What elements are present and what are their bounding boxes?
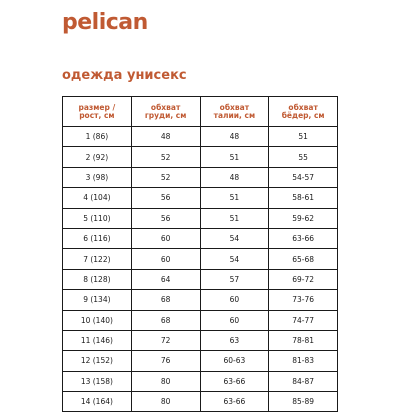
size-cell: 5 (110)	[63, 208, 132, 228]
waist-cell: 63-66	[200, 371, 269, 391]
table-row	[63, 167, 338, 187]
size-cell: 12 (152)	[63, 351, 132, 371]
size-table	[62, 96, 338, 412]
table-header-row	[63, 97, 338, 127]
size-cell: 9 (134)	[63, 290, 132, 310]
hips-cell: 65-68	[269, 249, 338, 269]
waist-cell: 63	[200, 330, 269, 350]
table-row	[63, 228, 338, 248]
hips-cell: 73-76	[269, 290, 338, 310]
header-chest-line-1: обхват	[150, 102, 181, 112]
table-row	[63, 310, 338, 330]
waist-cell: 60-63	[200, 351, 269, 371]
header-chest-line-2: груди, см	[144, 110, 187, 120]
table-row	[63, 127, 338, 147]
chest-cell: 68	[131, 310, 200, 330]
size-cell: 7 (122)	[63, 249, 132, 269]
header-chest	[131, 97, 200, 127]
waist-cell: 54	[200, 228, 269, 248]
header-waist-line-1: обхват	[219, 102, 250, 112]
hips-cell: 59-62	[269, 208, 338, 228]
brand-logo: pelican	[62, 10, 148, 35]
hips-cell: 51	[269, 127, 338, 147]
chest-cell: 76	[131, 351, 200, 371]
hips-cell: 69-72	[269, 269, 338, 289]
table-body	[63, 127, 338, 412]
table-row	[63, 290, 338, 310]
table-row	[63, 330, 338, 350]
table-row	[63, 269, 338, 289]
table-row	[63, 371, 338, 391]
hips-cell: 81-83	[269, 351, 338, 371]
hips-cell: 78-81	[269, 330, 338, 350]
hips-cell: 54-57	[269, 167, 338, 187]
size-cell: 6 (116)	[63, 228, 132, 248]
waist-cell: 51	[200, 147, 269, 167]
header-waist-line-2: талии, см	[213, 110, 256, 120]
waist-cell: 51	[200, 208, 269, 228]
chest-cell: 80	[131, 392, 200, 412]
table-row	[63, 392, 338, 412]
table-row	[63, 249, 338, 269]
header-hips	[269, 97, 338, 127]
table-row	[63, 147, 338, 167]
hips-cell: 58-61	[269, 188, 338, 208]
waist-cell: 60	[200, 290, 269, 310]
header-size-height-line-1: размер /	[78, 102, 116, 112]
waist-cell: 57	[200, 269, 269, 289]
header-hips-line-1: обхват	[288, 102, 318, 112]
waist-cell: 51	[200, 188, 269, 208]
size-cell: 4 (104)	[63, 188, 132, 208]
size-cell: 1 (86)	[63, 127, 132, 147]
chest-cell: 64	[131, 269, 200, 289]
table-row	[63, 351, 338, 371]
waist-cell: 54	[200, 249, 269, 269]
size-cell: 2 (92)	[63, 147, 132, 167]
hips-cell: 55	[269, 147, 338, 167]
waist-cell: 48	[200, 167, 269, 187]
hips-cell: 84-87	[269, 371, 338, 391]
waist-cell: 48	[200, 127, 269, 147]
chest-cell: 52	[131, 147, 200, 167]
hips-cell: 63-66	[269, 228, 338, 248]
header-size-height	[63, 97, 132, 127]
size-cell: 11 (146)	[63, 330, 132, 350]
header-waist	[200, 97, 269, 127]
chest-cell: 48	[131, 127, 200, 147]
header-size-height-line-2: рост, см	[79, 110, 115, 120]
chest-cell: 80	[131, 371, 200, 391]
chest-cell: 56	[131, 208, 200, 228]
waist-cell: 60	[200, 310, 269, 330]
waist-cell: 63-66	[200, 392, 269, 412]
size-cell: 8 (128)	[63, 269, 132, 289]
chest-cell: 60	[131, 249, 200, 269]
size-cell: 14 (164)	[63, 392, 132, 412]
header-hips-line-2: бёдер, см	[281, 110, 325, 120]
section-title: одежда унисекс	[62, 68, 187, 83]
chest-cell: 60	[131, 228, 200, 248]
chest-cell: 56	[131, 188, 200, 208]
table-row	[63, 188, 338, 208]
size-cell: 13 (158)	[63, 371, 132, 391]
chest-cell: 72	[131, 330, 200, 350]
hips-cell: 85-89	[269, 392, 338, 412]
size-cell: 3 (98)	[63, 167, 132, 187]
hips-cell: 74-77	[269, 310, 338, 330]
chest-cell: 52	[131, 167, 200, 187]
size-cell: 10 (140)	[63, 310, 132, 330]
chest-cell: 68	[131, 290, 200, 310]
table-row	[63, 208, 338, 228]
